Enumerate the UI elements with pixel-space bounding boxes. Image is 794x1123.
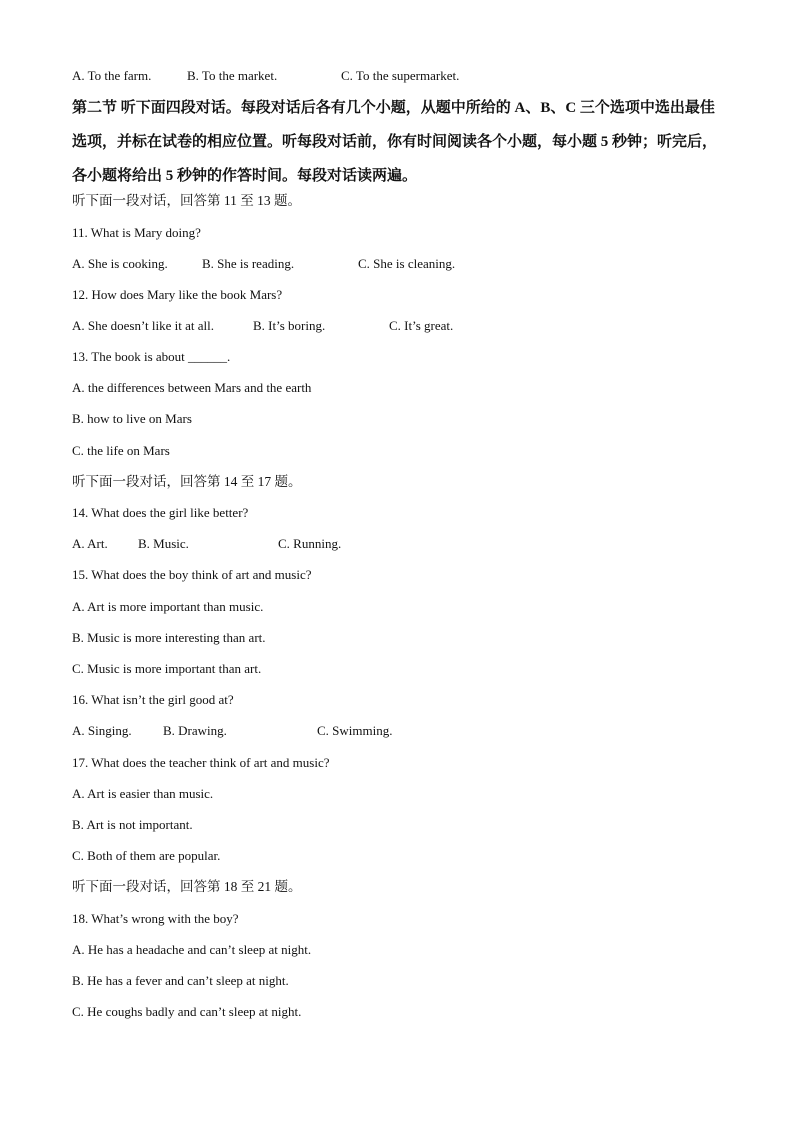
q12-option-a: A. She doesn’t like it at all. <box>72 318 215 333</box>
q13-option-c: C. the life on Mars <box>72 443 170 458</box>
q13-option-a: A. the differences between Mars and the earth <box>72 380 312 395</box>
q13-option-b: B. how to live on Mars <box>72 411 192 426</box>
q14-option-b: B. Music. <box>138 536 189 551</box>
question-16-stem: 16. What isn’t the girl good at? <box>72 692 234 707</box>
q16-option-b: B. Drawing. <box>163 723 227 738</box>
q11-option-b: B. She is reading. <box>202 256 295 271</box>
question-11-stem: 11. What is Mary doing? <box>72 225 201 240</box>
q18-option-b: B. He has a fever and can’t sleep at night. <box>72 973 289 988</box>
section2-instructions: 第二节 听下面四段对话。每段对话后各有几个小题，从题中所给的 A、B、C 三个选项中选出最佳选项，并标在试卷的相应位置。听每段对话前，你有时间阅读各个小题，每小题 5 秒钟；听完后，各小题将给出 5 秒钟的作答时间。每段对话读两遍。 <box>72 100 718 184</box>
q16-option-c: C. Swimming. <box>317 723 393 738</box>
q12-option-b: B. It’s boring. <box>253 318 326 333</box>
q14-option-a: A. Art. <box>72 536 108 551</box>
question-15-stem: 15. What does the boy think of art and music? <box>72 567 312 582</box>
dialogue-1-intro: 听下面一段对话，回答第 11 至 13 题。 <box>72 193 301 208</box>
q15-option-c: C. Music is more important than art. <box>72 661 262 676</box>
question-12-stem: 12. How does Mary like the book Mars? <box>72 287 283 302</box>
q10-option-b: B. To the market. <box>187 68 278 83</box>
q17-option-a: A. Art is easier than music. <box>72 786 214 801</box>
q15-option-b: B. Music is more interesting than art. <box>72 630 266 645</box>
q17-option-c: C. Both of them are popular. <box>72 848 221 863</box>
q17-option-b: B. Art is not important. <box>72 817 193 832</box>
q14-option-c: C. Running. <box>278 536 342 551</box>
q10-option-a: A. To the farm. <box>72 68 152 83</box>
q11-option-a: A. She is cooking. <box>72 256 168 271</box>
q12-option-c: C. It’s great. <box>389 318 454 333</box>
q18-option-c: C. He coughs badly and can’t sleep at night. <box>72 1004 302 1019</box>
q18-option-a: A. He has a headache and can’t sleep at night. <box>72 942 312 957</box>
q16-option-a: A. Singing. <box>72 723 132 738</box>
question-18-stem: 18. What’s wrong with the boy? <box>72 911 239 926</box>
question-17-stem: 17. What does the teacher think of art and music? <box>72 755 330 770</box>
q11-option-c: C. She is cleaning. <box>358 256 456 271</box>
dialogue-2-intro: 听下面一段对话，回答第 14 至 17 题。 <box>72 474 302 489</box>
dialogue-3-intro: 听下面一段对话，回答第 18 至 21 题。 <box>72 879 302 894</box>
question-13-stem: 13. The book is about ______. <box>72 349 231 364</box>
question-14-stem: 14. What does the girl like better? <box>72 505 249 520</box>
q15-option-a: A. Art is more important than music. <box>72 599 264 614</box>
q10-option-c: C. To the supermarket. <box>341 68 460 83</box>
